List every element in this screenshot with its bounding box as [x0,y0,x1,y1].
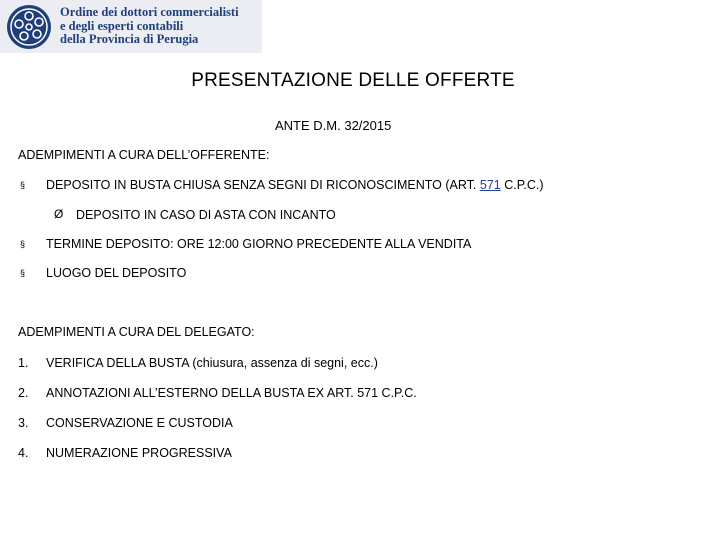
sub-item-asta-incanto [76,208,336,222]
bullet-marker: § [20,180,26,190]
bullet-marker: § [20,239,26,249]
list-item-text-end: C.P.C.) [500,178,544,192]
list-number: 1. [18,356,29,370]
list-item-annotazioni: ANNOTAZIONI ALL’ESTERNO DELLA BUSTA EX ART. 571 C.P.C. [46,386,417,400]
arrow-bullet-marker: Ø [54,207,64,221]
section-heading-offerente: ADEMPIMENTI A CURA DELL’OFFERENTE: [18,148,270,162]
page-subtitle: ANTE D.M. 32/2015 [275,118,392,133]
list-item-text: DEPOSITO IN BUSTA CHIUSA SENZA SEGNI DI RICONOSCIMENTO (ART. [46,178,480,192]
section-heading-delegato: ADEMPIMENTI A CURA DEL DELEGATO: [18,325,255,339]
list-item-verifica-busta: VERIFICA DELLA BUSTA (chiusura, assenza di segni, ecc.) [46,356,378,370]
list-item-deposito-busta [46,178,544,192]
sub-item-emphasis: CON INCANTO [248,208,336,222]
sub-item-text: DEPOSITO IN CASO DI ASTA [76,208,249,222]
list-item-conservazione: CONSERVAZIONE E CUSTODIA [46,416,233,430]
list-number: 4. [18,446,29,460]
org-name-line-2: e degli esperti contabili [60,18,184,33]
art-571-link[interactable]: 571 [479,178,501,192]
list-number: 2. [18,386,29,400]
org-emblem-icon [6,4,52,50]
org-name-line-1: Ordine dei dottori commercialisti [60,5,239,20]
page-title: PRESENTAZIONE DELLE OFFERTE [191,70,515,91]
org-name-line-3: della Provincia di Perugia [60,32,199,47]
bullet-marker: § [20,268,26,278]
list-item-termine-deposito: TERMINE DEPOSITO: ORE 12:00 GIORNO PRECEDENTE ALLA VENDITA [46,237,472,251]
list-item-numerazione: NUMERAZIONE PROGRESSIVA [46,446,232,460]
list-item-luogo-deposito: LUOGO DEL DEPOSITO [46,266,187,280]
list-number: 3. [18,416,29,430]
org-name [60,6,239,47]
org-logo [0,0,262,53]
